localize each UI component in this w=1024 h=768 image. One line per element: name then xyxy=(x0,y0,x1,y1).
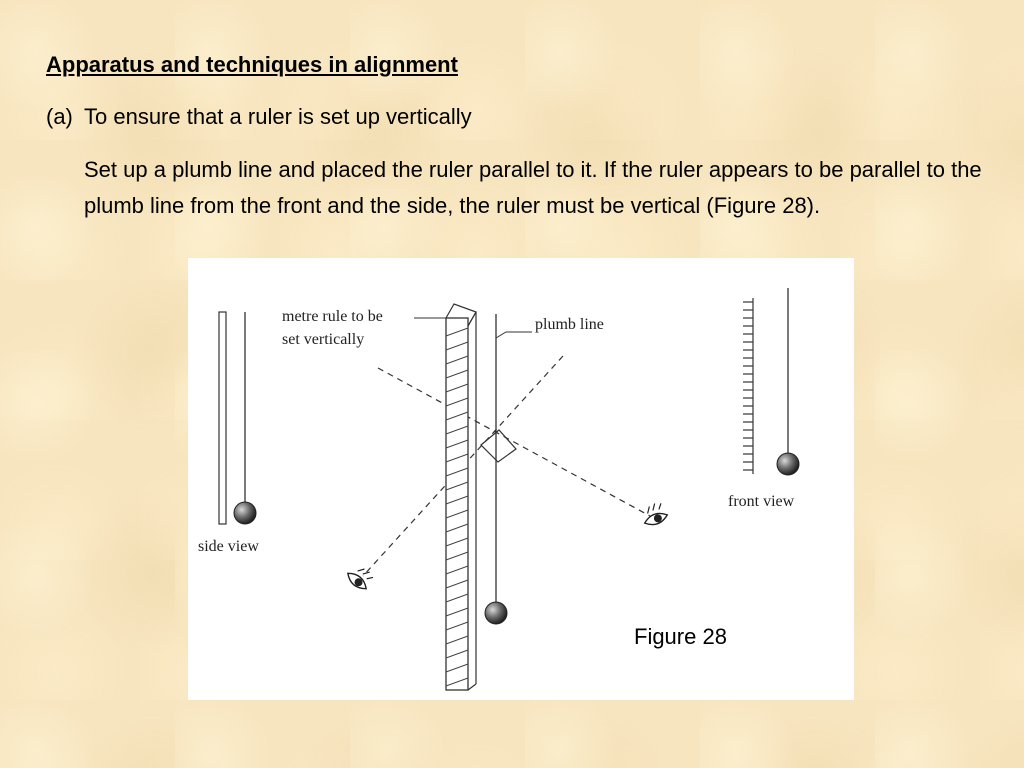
side-view-label: side view xyxy=(198,538,259,555)
metre-rule-label-line1: metre rule to be xyxy=(282,308,383,325)
side-view-ruler xyxy=(219,312,226,524)
sight-lines xyxy=(363,356,650,576)
right-angle-marker xyxy=(481,430,516,462)
eye-icon xyxy=(640,501,669,528)
item-label: (a) xyxy=(46,104,73,129)
metre-rule xyxy=(446,304,476,690)
main-plumb-bob xyxy=(485,602,507,624)
front-view-label: front view xyxy=(728,493,795,510)
metre-rule-label-line2: set vertically xyxy=(282,331,365,348)
front-view-drawing xyxy=(743,288,799,475)
side-view-drawing xyxy=(219,312,256,524)
figure-panel xyxy=(188,258,854,700)
plumb-line-label: plumb line xyxy=(535,316,604,333)
plumb-line-diagram xyxy=(188,258,854,700)
side-view-plumb-bob xyxy=(234,502,256,524)
eye-icon xyxy=(345,562,376,593)
plumb-line-leader xyxy=(496,332,532,338)
body-paragraph: Set up a plumb line and placed the ruler parallel to it. If the ruler appears to be parallel to the plumb line from the front and the side, the ruler must be vertical (Figure 28). xyxy=(84,157,982,218)
sight-line-front xyxy=(378,368,650,516)
item-heading: To ensure that a ruler is set up vertically xyxy=(84,104,472,129)
figure-caption: Figure 28 xyxy=(634,624,727,649)
slide-title: Apparatus and techniques in alignment xyxy=(46,52,458,77)
front-view-plumb-bob xyxy=(777,453,799,475)
